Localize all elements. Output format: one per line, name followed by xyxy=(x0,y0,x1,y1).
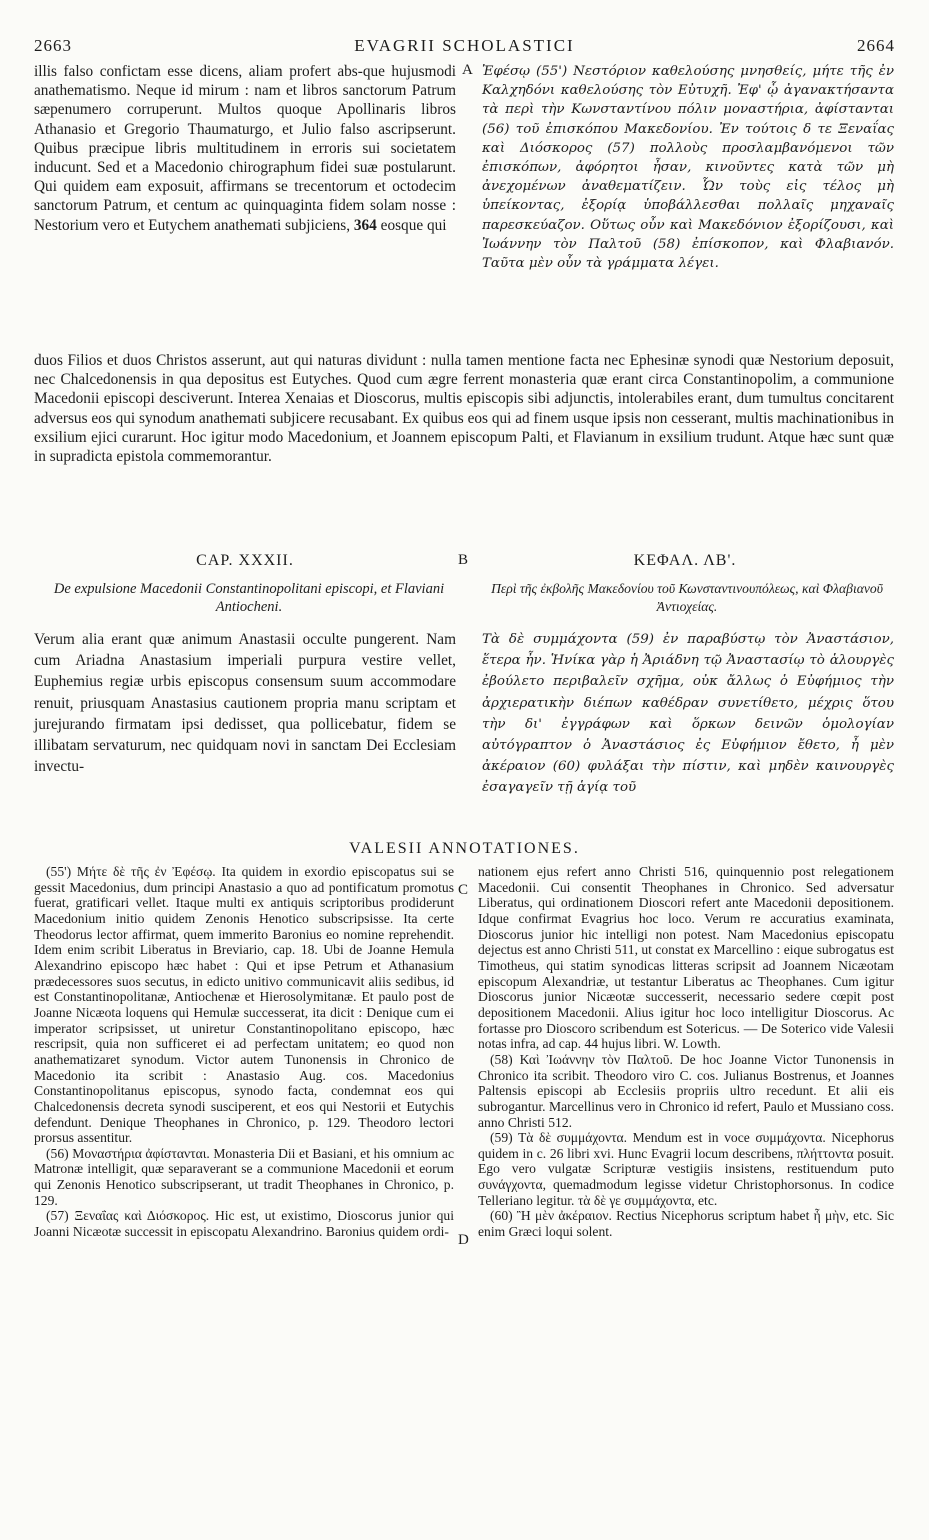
page-number-left: 2663 xyxy=(34,36,72,55)
greek-chapter-heading: ΚΕΦΑΛ. ΛΒ'. xyxy=(633,552,737,569)
page-number-right: 2664 xyxy=(857,36,895,55)
margin-marker-a: A xyxy=(462,62,473,78)
annotation-57-continued: nationem ejus refert anno Christi 516, quinquennio post relegationem Macedonii. Cui consentit Theophanes in Chronico. Sed adversatur Liberatus, qui ordinationem Dioscori refert ante Macedonii depositionem. Idque confirmat Evagrius hoc loco. Verum re accuratius examinata, Dioscorus junior hic intelligi non potest. Nam Macedonius episcopatu dejectus est anno Christi 511, ut constat ex Marcellino : eique subrogatus est Timotheus, qui statim synodicas litteras scripsit ad Joannem Nicæotam episcopum Alexandriæ, ut testantur Liberatus ac Theophanes. Cum igitur Dioscorus junior Nicæotæ successerit, necessario sedere cœpit post depositionem Macedonii. Alius igitur hoc loco intelligitur Dioscorus. Ac fortasse pro Dioscoro scribendum est Sotericus. — De Soterico vide Valesii notas infra, ad cap. 44 hujus libri. W. Lowth. xyxy=(478,864,894,1052)
margin-marker-b: B xyxy=(458,552,469,568)
annotation-57: (57) Ξεναΐας καὶ Διόσκορος. Hic est, ut existimo, Dioscorus junior qui Joanni Nicæotæ successit in episcopatu Alexandrino. Baronius quidem ordi- xyxy=(34,1208,454,1240)
latin-full-width-text: duos Filios et duos Christos asserunt, aut qui naturas dividunt : nulla tamen mentione facta nec Ephesinæ synodi quæ Nestorium deposuit, nec Chalcedonensis in qua depositus est Eutyches. Quod cum ægre ferrent monasteria quæ erant circa Constantinopolim, a communione Macedonii episcopi desciverunt. Interea Xenaias et Dioscorus, multis episcopis sibi adjunctis, intolerabiles erant, dum tumultus concitarent adversus eos qui synodum anathemati subjicere recusabant. Ex quibus eos qui ad finem usque ipsis non cesserant, multis machinationibus in exsilium ejici curarunt. Hoc igitur modo Macedonium, et Joannem episcopum Palti, et Flavianum in exsilium trudunt. Atque hæc sunt quæ in supradicta epistola commemorantur. xyxy=(34,352,894,466)
latin-text-top-end: eosque qui xyxy=(380,216,447,234)
annotation-59: (59) Τὰ δὲ συμμάχοντα. Mendum est in voce συμμάχοντα. Nicephorus quidem in c. 26 libri xvi. Hunc Evagrii locum describens, πλήττοντα posuit. Ego vero vulgatæ Scripturæ vestigiis insistens, restituendum puto συνάγχοντα, quemadmodum legisse videtur Christophorsonus. In codice Telleriano legitur. τὰ δὲ γε συμμάχοντα, etc. xyxy=(478,1130,894,1208)
annotation-56: (56) Μοναστήρια ἀφίστανται. Monasteria Dii et Basiani, et his omnium ac Matronæ intelligit, quæ separaverant se a communione Macedonii et eorum qui Zenonis Henotico subscripserant, ut tradit Theophanes in Chronico, p. 129. xyxy=(34,1145,454,1208)
annotation-60: (60) Ἢ μὲν ἀκέραιον. Rectius Nicephorus scriptum habet ἦ μὴν, etc. Sic enim Græci loqui solent. xyxy=(478,1208,894,1240)
annotation-55: (55') Μήτε δὲ τῆς ἐν Ἐφέσῳ. Ita quidem in exordio episcopatus sui se gessit Macedonius, dum principi Anastasio a quo ad pontificatum promotus fuerat, gratificari vellet. Itaque multi ex antiquis scriptoribus prodiderunt Macedonium initio quidem Zenonis Henotico subscripsisse. Ita certe Theodorus lector affirmat, quem immerito Baronius eo nomine reprehendit. Idem enim scribit Liberatus in Breviario, cap. 18. Ubi de Joanne Hemula Alexandrino episcopo hæc habet : Qui et ipse Petrum et Athanasium prædecessores suos secutus, in edicto unitivo communicavit aliis sedibus, id est Constantinopolitanæ, Antiochenæ et Hierosolymitanæ. Et paulo post de Joanne Nicæota loquens qui Hemulæ successerat, ita dicit : Denique cum ei imperator scripsisset, ut uniretur Constantinopolitano episcopo, hæc rescripsit, quia non sufficeret ei ad perfectam unitatem; eo quod non anathematizaret synodum. Victor autem Tunonensis in Chronico de Macedonio ita scribit : Anastasio Aug. cos. Macedonius Constantinopolitanus episcopus, synodo facta, condemnat eos qui Chalcedonensis decreta synodi susciperent, et eos qui Nestorii et Eutychis defendunt. Denique Theophanes in Chronico, p. 129. Theodoro lectori prorsus assentitur. xyxy=(34,864,454,1146)
margin-marker-c: C xyxy=(458,882,469,898)
greek-column-top: Ἐφέσῳ (55') Νεστόριον καθελούσης μνησθείς, μήτε τῆς ἐν Καλχηδόνι καθελούσης τὸν Εὐτυχῆ. Ἐφ' ᾧ ἀγανακτήσαντα τὰ περὶ τὴν Κωνσταντίνου πόλιν μοναστήρια, ἀφίστανται (56) τοῦ ἐπισκόπου Μακεδονίου. Ἐν τούτοις δ τε Ξεναΐας καὶ Διόσκορος (57) πολλοὺς προσλαμβανόμενοι τῶν ἐπισκόπων, ἀφόρητοι ἦσαν, κινοῦντες κατὰ τῶν μὴ ἀνεχομένων ἀναθεματίζειν. Ὧν τοὺς εἰς τέλος μὴ ὑπείκοντας, ἐξορίᾳ ὑποβάλλεσθαι πολλαῖς μηχαναῖς παρεσκεύαζον. Οὕτως οὖν καὶ Μακεδόνιον ἐξορίζουσι, καὶ Ἰωάννην τὸν Παλτοῦ (58) ἐπίσκοπον, καὶ Φλαβιανόν. Ταῦτα μὲν οὖν τὰ γράμματα λέγει. xyxy=(482,64,894,272)
greek-chapter-title: Περὶ τῆς ἐκβολῆς Μακεδονίου τοῦ Κωνσταντινουπόλεως, καὶ Φλαβιανοῦ Ἀντιοχείας. xyxy=(491,581,883,614)
annotations-right-column xyxy=(478,864,894,1240)
margin-marker-d: D xyxy=(458,1232,469,1248)
greek-chapter-text: Τὰ δὲ συμμάχοντα (59) ἐν παραβύστῳ τὸν Ἀναστάσιον, ἕτερα ἦν. Ἡνίκα γὰρ ἡ Ἀριάδνη τῷ Ἀναστασίῳ τὸ ἁλουργὲς ἐβούλετο περιβαλεῖν σχῆμα, οὐκ ἄλλως ὁ Εὐφήμιος τὴν ἀρχιερατικὴν διέπων καθέδραν συνετίθετο, μέχρις ὅτου τὴν δι' ἐγγράφων καὶ ὅρκων δεινῶν ὁμολογίαν αὐτόγραπτον ὁ Ἀναστάσιος ἐς Εὐφήμιον ἔθετο, ἦ μὲν ἀκέραιον (60) φυλάξαι τὴν πίστιν, καὶ μηδὲν καινουργὲς ἐσαγαγεῖν τῇ ἁγίᾳ τοῦ xyxy=(482,632,894,796)
annotation-58: (58) Καὶ Ἰωάννην τὸν Παλτοῦ. De hoc Joanne Victor Tunonensis in Chronico ita scribit. Theodoro viro C. cos. Julianus Bostrenus, et Joannes Paltensis episcopi ab Ecclesiis propriis ultro recedunt. Et alii eis subrogantur. Marcellinus vero in Chronico id refert, Paulo et Mussiano coss. anno Christi 512. xyxy=(478,1051,894,1130)
edition-page-number: 364 xyxy=(353,216,377,234)
annotations-left-column xyxy=(34,864,454,1240)
latin-text-top: illis falso confictam esse dicens, aliam profert abs-que hujusmodi anathematismo. Neque id mirum : nam et libros sanctorum Patrum sæpenumero corruperunt. Multos quoque Apollinaris libros Athanasio et Gregorio Thaumaturgo, et Julio falso ascripserunt. Quibus præcipue libris multitudinem in erroris sui societatem inducunt. Sed et a Macedonio chirographum fidei suæ postularunt. Qui quidem eam exposuit, affirmans se trecentorum et octodecim sanctorum Patrum, et centum ac quinquaginta fidem solam nosse : Nestorium vero et Eutychem anathemati subjiciens, xyxy=(34,63,456,234)
running-title: EVAGRII SCHOLASTICI xyxy=(354,36,575,55)
latin-column-top xyxy=(34,62,456,235)
latin-chapter-heading: CAP. XXXII. xyxy=(196,552,294,569)
latin-chapter-text: Verum alia erant quæ animum Anastasii occulte pungerent. Nam cum Ariadna Anastasium imperiali purpura vestire vellet, Euphemius regiæ urbis episcopus consensum suum accommodare renuit, priusquam Anastasius cautionem propria manu scriptam et jurejurando firmatam ipsi dedisset, qua pollicebatur, fidem se illibatam servaturum, nec quidquam novi in sanctam Dei Ecclesiam invectu- xyxy=(34,631,456,776)
annotations-heading: VALESII ANNOTATIONES. xyxy=(349,840,580,857)
running-header xyxy=(34,36,895,58)
latin-chapter-title: De expulsione Macedonii Constantinopolitani episcopi, et Flaviani Antiocheni. xyxy=(53,581,445,615)
